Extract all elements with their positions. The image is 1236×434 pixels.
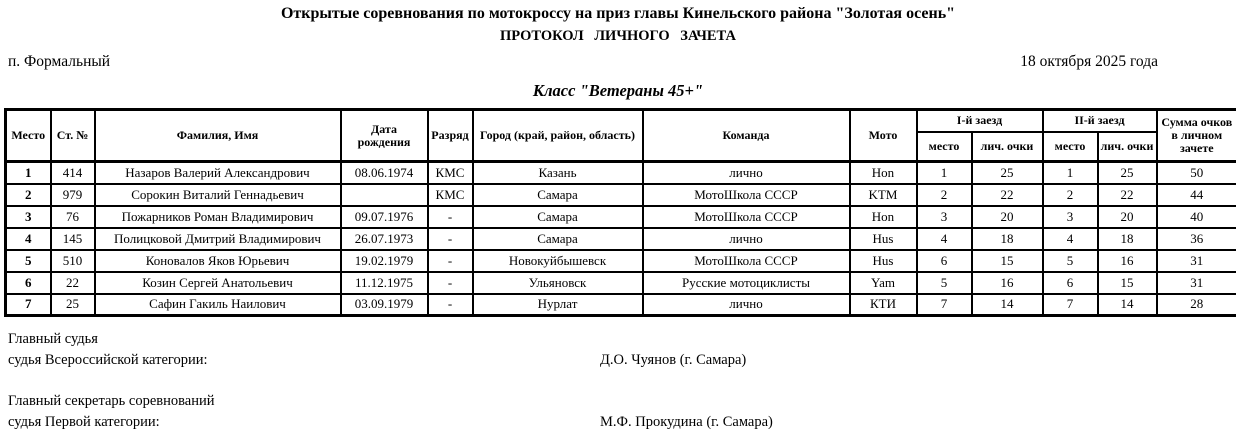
cell-name: Сорокин Виталий Геннадьевич <box>95 184 341 206</box>
cell-race2-place: 2 <box>1043 184 1098 206</box>
judge-role-line1: Главный секретарь соревнований <box>8 391 1236 412</box>
cell-race1-points: 18 <box>972 228 1043 250</box>
cell-total: 36 <box>1157 228 1236 250</box>
cell-race2-points: 20 <box>1098 206 1157 228</box>
judge-name: Д.О. Чуянов (г. Самара) <box>600 350 746 371</box>
cell-race1-place: 2 <box>917 184 972 206</box>
cell-team: Русские мотоциклисты <box>643 272 850 294</box>
cell-name: Полицковой Дмитрий Владимирович <box>95 228 341 250</box>
cell-rank: - <box>428 294 473 316</box>
cell-team: МотоШкола СССР <box>643 250 850 272</box>
cell-birth-date: 03.09.1979 <box>341 294 428 316</box>
col-race1-place-header: место <box>917 132 972 162</box>
col-birth-date-header: Дата рождения <box>341 110 428 162</box>
cell-moto: КТИ <box>850 294 917 316</box>
cell-rank: - <box>428 206 473 228</box>
cell-name: Сафин Гакиль Наилович <box>95 294 341 316</box>
col-race2-header: II-й заезд <box>1043 110 1157 132</box>
col-team-header: Команда <box>643 110 850 162</box>
cell-race1-points: 20 <box>972 206 1043 228</box>
cell-place: 4 <box>6 228 51 250</box>
table-row <box>6 272 1236 294</box>
col-rank-header: Разряд <box>428 110 473 162</box>
cell-birth-date: 19.02.1979 <box>341 250 428 272</box>
cell-name: Коновалов Яков Юрьевич <box>95 250 341 272</box>
cell-start-number: 25 <box>51 294 95 316</box>
judge-role-label: судья Всероссийской категории: <box>8 352 208 368</box>
table-row <box>6 162 1236 184</box>
cell-race1-place: 5 <box>917 272 972 294</box>
cell-team: лично <box>643 294 850 316</box>
cell-race2-points: 15 <box>1098 272 1157 294</box>
cell-place: 7 <box>6 294 51 316</box>
cell-city: Новокуйбышевск <box>473 250 643 272</box>
cell-race2-points: 18 <box>1098 228 1157 250</box>
cell-race1-points: 25 <box>972 162 1043 184</box>
cell-race2-points: 16 <box>1098 250 1157 272</box>
cell-start-number: 145 <box>51 228 95 250</box>
cell-total: 40 <box>1157 206 1236 228</box>
doc-subtitle: ПРОТОКОЛ ЛИЧНОГО ЗАЧЕТА <box>0 27 1236 45</box>
cell-race2-place: 5 <box>1043 250 1098 272</box>
col-place-header: Место <box>6 110 51 162</box>
col-start-number-header: Ст. № <box>51 110 95 162</box>
judge-role-label: судья Первой категории: <box>8 414 160 430</box>
judge-role-line1: Главный судья <box>8 329 1236 350</box>
col-total-header: Сумма очков в личном зачете <box>1157 110 1236 162</box>
cell-moto: Hus <box>850 250 917 272</box>
table-row <box>6 294 1236 316</box>
col-name-header: Фамилия, Имя <box>95 110 341 162</box>
cell-city: Самара <box>473 206 643 228</box>
judge-role-line2 <box>8 350 1236 371</box>
cell-start-number: 414 <box>51 162 95 184</box>
cell-city: Нурлат <box>473 294 643 316</box>
cell-team: МотоШкола СССР <box>643 206 850 228</box>
cell-race1-points: 22 <box>972 184 1043 206</box>
judge-block <box>8 329 1236 371</box>
cell-birth-date <box>341 184 428 206</box>
cell-place: 2 <box>6 184 51 206</box>
cell-team: лично <box>643 228 850 250</box>
cell-place: 6 <box>6 272 51 294</box>
table-row <box>6 206 1236 228</box>
cell-moto: Hon <box>850 206 917 228</box>
cell-place: 1 <box>6 162 51 184</box>
results-tbody <box>6 162 1236 316</box>
cell-race1-place: 4 <box>917 228 972 250</box>
cell-race1-points: 14 <box>972 294 1043 316</box>
cell-rank: КМС <box>428 162 473 184</box>
cell-race2-place: 4 <box>1043 228 1098 250</box>
table-row <box>6 184 1236 206</box>
venue-label: п. Формальный <box>8 52 110 72</box>
cell-city: Самара <box>473 184 643 206</box>
cell-rank: - <box>428 228 473 250</box>
cell-race1-place: 3 <box>917 206 972 228</box>
cell-race1-place: 6 <box>917 250 972 272</box>
results-table <box>4 108 1236 317</box>
date-label: 18 октября 2025 года <box>1020 52 1158 72</box>
cell-race1-place: 7 <box>917 294 972 316</box>
class-title: Класс "Ветераны 45+" <box>0 81 1236 101</box>
cell-race1-place: 1 <box>917 162 972 184</box>
cell-race2-points: 25 <box>1098 162 1157 184</box>
cell-name: Назаров Валерий Александрович <box>95 162 341 184</box>
col-race2-place-header: место <box>1043 132 1098 162</box>
cell-city: Ульяновск <box>473 272 643 294</box>
doc-title: Открытые соревнования по мотокроссу на приз главы Кинельского района "Золотая осень" <box>0 4 1236 24</box>
cell-place: 3 <box>6 206 51 228</box>
cell-rank: - <box>428 250 473 272</box>
cell-birth-date: 11.12.1975 <box>341 272 428 294</box>
cell-race1-points: 15 <box>972 250 1043 272</box>
cell-start-number: 22 <box>51 272 95 294</box>
cell-race1-points: 16 <box>972 272 1043 294</box>
cell-total: 44 <box>1157 184 1236 206</box>
cell-city: Казань <box>473 162 643 184</box>
cell-name: Пожарников Роман Владимирович <box>95 206 341 228</box>
cell-race2-place: 6 <box>1043 272 1098 294</box>
judge-block <box>8 391 1236 433</box>
table-row <box>6 228 1236 250</box>
col-race2-points-header: лич. очки <box>1098 132 1157 162</box>
cell-moto: KTM <box>850 184 917 206</box>
cell-city: Самара <box>473 228 643 250</box>
cell-race2-place: 7 <box>1043 294 1098 316</box>
cell-race2-place: 3 <box>1043 206 1098 228</box>
cell-moto: Hus <box>850 228 917 250</box>
cell-start-number: 76 <box>51 206 95 228</box>
cell-total: 31 <box>1157 272 1236 294</box>
results-header <box>6 110 1236 162</box>
cell-total: 28 <box>1157 294 1236 316</box>
cell-moto: Yam <box>850 272 917 294</box>
cell-name: Козин Сергей Анатольевич <box>95 272 341 294</box>
judge-name: М.Ф. Прокудина (г. Самара) <box>600 412 773 433</box>
cell-total: 31 <box>1157 250 1236 272</box>
cell-race2-place: 1 <box>1043 162 1098 184</box>
col-race1-header: I-й заезд <box>917 110 1043 132</box>
cell-place: 5 <box>6 250 51 272</box>
cell-birth-date: 08.06.1974 <box>341 162 428 184</box>
cell-total: 50 <box>1157 162 1236 184</box>
table-row <box>6 250 1236 272</box>
cell-moto: Hon <box>850 162 917 184</box>
signatures-section <box>0 329 1236 433</box>
cell-race2-points: 22 <box>1098 184 1157 206</box>
cell-rank: - <box>428 272 473 294</box>
cell-rank: КМС <box>428 184 473 206</box>
meta-row <box>0 52 1236 72</box>
cell-birth-date: 26.07.1973 <box>341 228 428 250</box>
col-city-header: Город (край, район, область) <box>473 110 643 162</box>
col-moto-header: Мото <box>850 110 917 162</box>
col-race1-points-header: лич. очки <box>972 132 1043 162</box>
protocol-page <box>0 4 1236 434</box>
cell-start-number: 510 <box>51 250 95 272</box>
cell-race2-points: 14 <box>1098 294 1157 316</box>
cell-start-number: 979 <box>51 184 95 206</box>
cell-team: лично <box>643 162 850 184</box>
cell-birth-date: 09.07.1976 <box>341 206 428 228</box>
cell-team: МотоШкола СССР <box>643 184 850 206</box>
